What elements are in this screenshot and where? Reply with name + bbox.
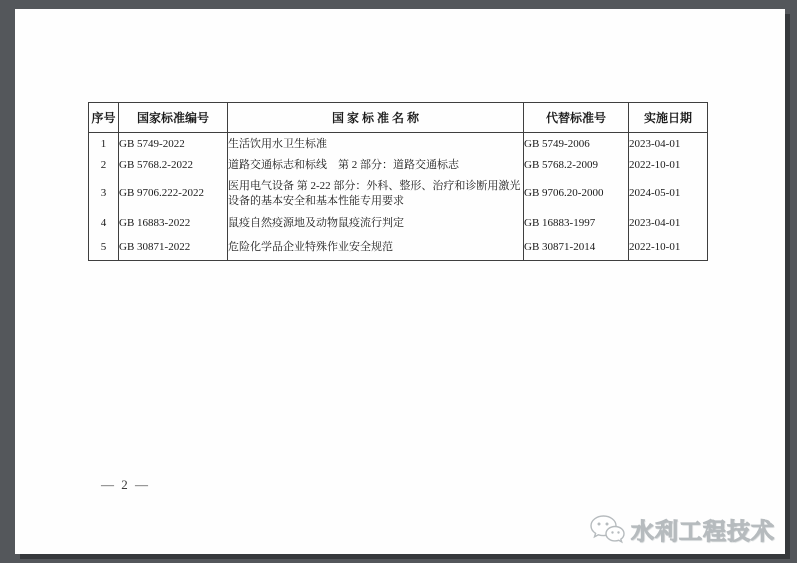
cell-date: 2023-04-01 — [629, 133, 708, 156]
cell-std-name: 危险化学品企业特殊作业安全规范 — [228, 236, 524, 261]
cell-replaces: GB 16883-1997 — [524, 212, 629, 236]
col-header-std-code: 国家标准编号 — [119, 103, 228, 133]
table-header-row — [89, 103, 708, 133]
cell-std-code: GB 9706.222-2022 — [119, 176, 228, 212]
cell-std-name: 道路交通标志和标线 第 2 部分：道路交通标志 — [228, 156, 524, 176]
cell-std-name: 鼠疫自然疫源地及动物鼠疫流行判定 — [228, 212, 524, 236]
cell-seq: 5 — [89, 236, 119, 261]
col-header-replaces: 代替标准号 — [524, 103, 629, 133]
cell-replaces: GB 5749-2006 — [524, 133, 629, 156]
cell-replaces: GB 9706.20-2000 — [524, 176, 629, 212]
watermark — [589, 513, 775, 546]
document-page — [15, 9, 785, 554]
table-row — [89, 133, 708, 156]
table-row — [89, 212, 708, 236]
cell-std-code: GB 30871-2022 — [119, 236, 228, 261]
col-header-date: 实施日期 — [629, 103, 708, 133]
cell-date: 2022-10-01 — [629, 156, 708, 176]
cell-seq: 2 — [89, 156, 119, 176]
cell-replaces: GB 5768.2-2009 — [524, 156, 629, 176]
table-row — [89, 236, 708, 261]
cell-seq: 1 — [89, 133, 119, 156]
cell-date: 2022-10-01 — [629, 236, 708, 261]
wechat-icon — [589, 514, 625, 546]
cell-date: 2024-05-01 — [629, 176, 708, 212]
cell-date: 2023-04-01 — [629, 212, 708, 236]
cell-replaces: GB 30871-2014 — [524, 236, 629, 261]
cell-std-code: GB 16883-2022 — [119, 212, 228, 236]
watermark-text: 水利工程技术 — [631, 518, 775, 544]
table-row — [89, 176, 708, 212]
cell-std-code: GB 5768.2-2022 — [119, 156, 228, 176]
cell-std-code: GB 5749-2022 — [119, 133, 228, 156]
cell-seq: 3 — [89, 176, 119, 212]
table-row — [89, 156, 708, 176]
standards-table — [88, 102, 708, 261]
col-header-seq: 序号 — [89, 103, 119, 133]
cell-std-name: 生活饮用水卫生标准 — [228, 133, 524, 156]
page-number: — 2 — — [101, 477, 150, 492]
cell-std-name: 医用电气设备 第 2-22 部分：外科、整形、治疗和诊断用激光设备的基本安全和基本性能专用要求 — [228, 176, 524, 212]
cell-seq: 4 — [89, 212, 119, 236]
col-header-std-name: 国 家 标 准 名 称 — [228, 103, 524, 133]
